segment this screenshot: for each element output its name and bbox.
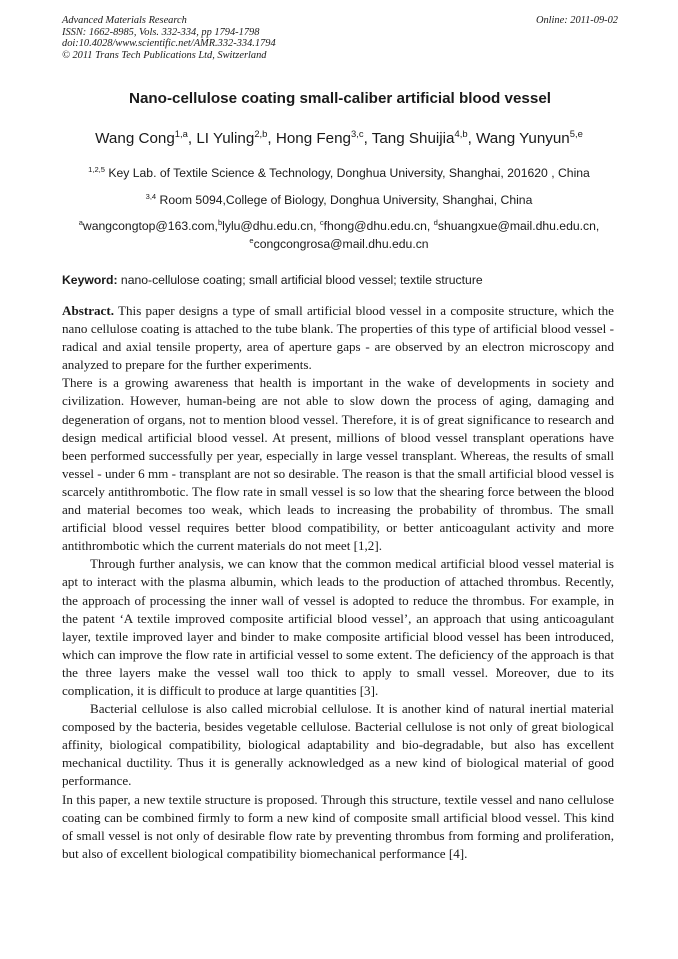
author-affiliation-mark: 1,a: [174, 127, 188, 139]
keyword-text: nano-cellulose coating; small artificial blood vessel; textile structure: [120, 273, 483, 287]
affiliation-1: [40, 166, 638, 180]
journal-header: [62, 15, 618, 61]
body-paragraph: Bacterial cellulose is also called microbial cellulose. It is another kind of natural inertial material composed by the bacteria, besides vegetable cellulose. Bacterial cellulose is not only of great biological affinity, biological compatibility, biological adaptability and bio-degradable, but also has excellent mechanical ductility. Thus it is generally acknowledged as a new kind of biological material of good performance.: [62, 701, 614, 789]
body-paragraph: Through further analysis, we can know that the common medical artificial blood vessel material is apt to interact with the plasma albumin, which leads to the production of attached thrombus. Recently, the approach of processing the inner wall of vessel is adopted to reduce the thrombus. For example, in the patent ‘A textile improved composite artificial blood vessel’, an approach that using anticoagulant layer, textile improved layer and binder to make composite artificial blood vessel has been introduced, which can improve the flow rate in artificial vessel to some extent. The deficiency of the approach is that the three layers make the vessel wall too thick to apply to small vessel. Moreover, due to its complication, it is difficult to produce at large quantities [3].: [62, 556, 614, 698]
email-mark: c: [319, 217, 324, 227]
affiliation-mark: 3,4: [145, 191, 157, 201]
author-affiliation-mark: 3,c: [351, 127, 364, 139]
author-affiliation-mark: 4,b: [454, 127, 468, 139]
author-affiliation-mark: 5,e: [569, 127, 583, 139]
author-list: Wang Cong$^{1,a}$, LI Yuling$^{2,b}$, Hong Feng$^{3,c}$, Tang Shuijia$^{4,b}$, Wang Yunyun$^{5,e}$: [95, 127, 583, 147]
email-mark: d: [433, 217, 438, 227]
email-address: wangcongtop@163.com,: [82, 219, 218, 233]
online-date: Online: 2011-09-02: [535, 15, 618, 26]
keyword-label: Keyword:: [62, 273, 118, 287]
email-address: congcongrosa@mail.dhu.edu.cn: [253, 237, 429, 251]
author-name: Tang Shuijia: [371, 130, 455, 147]
author-name: Wang Yunyun: [476, 130, 570, 147]
author-name: Wang Cong: [95, 130, 175, 147]
email-address: shuangxue@mail.dhu.edu.cn,: [437, 219, 600, 233]
journal-name: Advanced Materials Research: [62, 15, 187, 26]
issn-line: ISSN: 1662-8985, Vols. 332-334, pp 1794-1798: [62, 26, 260, 38]
author-name: LI Yuling: [196, 130, 255, 147]
body-paragraph: In this paper, a new textile structure is proposed. Through this structure, textile vessel and nano cellulose coating can be combined firmly to form a new kind of composite small artificial blood vessel. This kind of small vessel is not only of desirable flow rate by preventing thrombus from forming and proliferation, but also of excellent biological compatibility biomechanical performance [4].: [62, 791, 614, 861]
email-address: fhong@dhu.edu.cn,: [323, 219, 431, 233]
abstract-text: This paper designs a type of small artificial blood vessel in a composite structure, which the nano cellulose coating is attached to the tube blank. The properties of this type of artificial blood vessel - radical and axial tensile property, area of aperture gaps - are observed by an electron microscopy and analyzed to prepare for the further experiments.: [62, 303, 614, 373]
abstract-paragraph: [62, 302, 614, 374]
email-mark: a: [78, 217, 83, 227]
abstract-label: Abstract.: [62, 303, 114, 318]
email-mark: b: [217, 217, 223, 227]
doi-line: doi:10.4028/www.scientific.net/AMR.332-334.1794: [62, 38, 276, 50]
author-affiliation-mark: 2,b: [254, 127, 268, 139]
body-paragraph: There is a growing awareness that health is important in the wake of developments in society and civilization. However, human-being are not able to slow down the process of aging, damaging and degeneration of organs, not to mention blood vessel. Therefore, it is of great significance to research and design medical artificial blood vessel. At present, millions of blood vessel transplant operations have been performed successfully per year, especially in large vessel transplant. Whereas, the results of small vessel - under 6 mm - transplant are not so desirable. The reason is that the small artificial blood vessel is scarcely antithrombotic. The flow rate in small vessel is so low that the shearing force between the blood and material becomes too weak, which leads to increasing the probability of thrombus. The small artificial blood vessel requires better blood compatibility, or better anticoagulant activity and more antithrombotic which the current materials do not meet [1,2].: [62, 375, 614, 554]
paper-body: [62, 302, 614, 863]
affiliation-2: [40, 193, 638, 207]
keywords: [62, 273, 622, 287]
affiliation-text: Key Lab. of Textile Science & Technology, Donghua University, Shanghai, 201620 , China: [108, 166, 590, 180]
email-list: [40, 217, 638, 253]
paper-title: Nano-cellulose coating small-caliber artificial blood vessel: [128, 90, 551, 107]
affiliation-mark: 1,2,5: [88, 164, 105, 174]
copyright-line: © 2011 Trans Tech Publications Ltd, Switzerland: [62, 49, 267, 61]
email-mark: e: [249, 235, 254, 245]
email-address: lylu@dhu.edu.cn,: [222, 219, 317, 233]
author-name: Hong Feng: [275, 130, 352, 147]
affiliation-text: Room 5094,College of Biology, Donghua University, Shanghai, China: [159, 193, 533, 207]
